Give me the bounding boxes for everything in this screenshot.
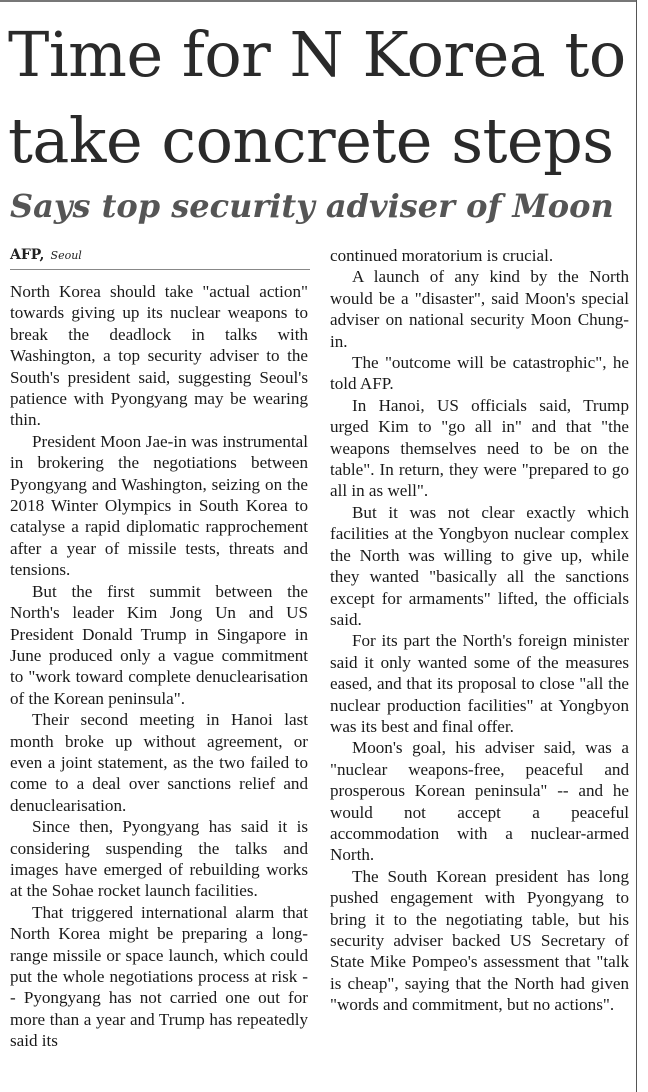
paragraph: That triggered international alarm that North Korea might be preparing a long-range missile or space launch, which could put the whole negotiations process at risk -- Pyongyang has not carried one out for more than a year and Trump has repeatedly said its [10, 902, 308, 1051]
paragraph: A launch of any kind by the North would be a "disaster", said Moon's special adviser on national security Moon Chung-in. [330, 267, 629, 351]
article-column-2 [330, 245, 629, 1016]
paragraph-continuation: continued moratorium is crucial. [330, 246, 554, 265]
byline-city: Seoul [50, 249, 82, 262]
headline: Time for N Korea to take concrete steps [8, 18, 626, 177]
paragraph: North Korea should take "actual action" towards giving up its nuclear weapons to break the deadlock in talks with Washington, a top security adviser to the South's president said, suggesting Seoul's patience with Pyongyang may be wearing thin. [10, 282, 308, 430]
byline-agency: AFP, [10, 247, 45, 263]
paragraph: Their second meeting in Hanoi last month broke up without agreement, or even a joint statement, as the two failed to come to a deal over sanctions relief and denuclearisation. [10, 710, 308, 815]
paragraph: In Hanoi, US officials said, Trump urged Kim to "go all in" and that "the weapons themselves need to be on the table". In return, they were "prepared to go all in as well". [330, 395, 629, 501]
paragraph: The "outcome will be catastrophic", he told AFP. [330, 353, 629, 394]
byline [10, 245, 310, 266]
article-column-1 [10, 281, 308, 1052]
subheadline: Says top security adviser of Moon [10, 187, 614, 225]
paragraph: Moon's goal, his adviser said, was a "nuclear weapons-free, peaceful and prosperous Korean peninsula" -- and he would not accept a peaceful accommodation with a nuclear-armed North. [330, 738, 629, 865]
paragraph: Since then, Pyongyang has said it is considering suspending the talks and images have emerged of rebuilding works at the Sohae rocket launch facilities. [10, 817, 308, 901]
byline-rule [10, 269, 310, 270]
top-rule [0, 0, 636, 2]
paragraph: But the first summit between the North's leader Kim Jong Un and US President Donald Trump in Singapore in June produced only a vague commitment to "work toward complete denuclearisation of the Korean peninsula". [10, 581, 308, 708]
paragraph: The South Korean president has long pushed engagement with Pyongyang to bring it to the negotiating table, but his security adviser backed US Secretary of State Mike Pompeo's assessment that "talk is cheap", saying that the North had given "words and commitment, but no actions". [330, 866, 629, 1015]
paragraph: For its part the North's foreign minister said it only wanted some of the measures eased, and that its proposal to close "all the nuclear production facilities" at Yongbyon was its best and final offer. [330, 631, 629, 736]
paragraph: But it was not clear exactly which facilities at the Yongbyon nuclear complex the North was willing to give up, while they wanted "basically all the sanctions except for armaments" lifted, the officials said. [330, 502, 629, 629]
paragraph: President Moon Jae-in was instrumental in brokering the negotiations between Pyongyang and Washington, seizing on the 2018 Winter Olympics in South Korea to catalyse a rapid diplomatic rapprochement after a year of missile tests, threats and tensions. [10, 431, 308, 580]
